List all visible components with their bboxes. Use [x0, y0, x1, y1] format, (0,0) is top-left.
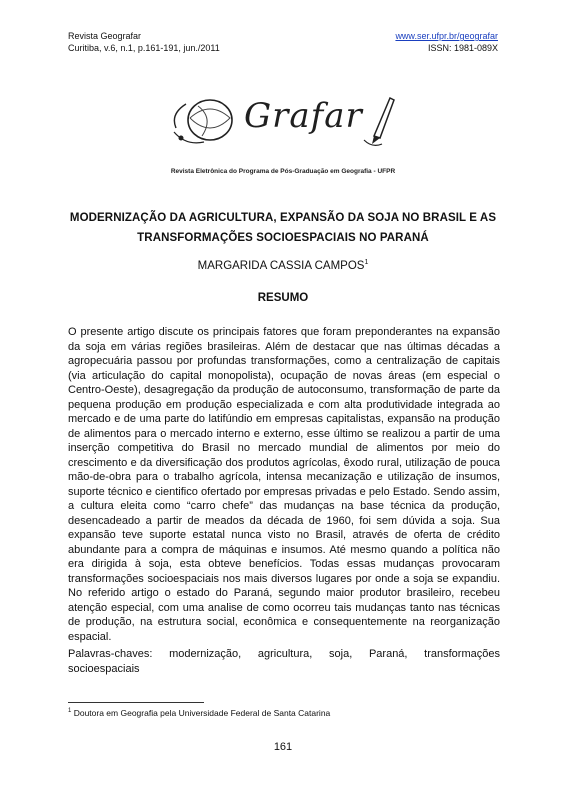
author-footnote-mark: 1 [364, 259, 369, 266]
logo-wordmark: Grafar [244, 96, 363, 136]
keyword: soja, [329, 648, 353, 660]
keywords-block [68, 647, 500, 676]
journal-citation: Curitiba, v.6, n.1, p.161-191, jun./2011 [68, 43, 220, 53]
keyword: modernização, [169, 648, 242, 660]
footnote [68, 708, 330, 718]
journal-header-left [68, 30, 220, 54]
abstract-heading: RESUMO [257, 292, 309, 304]
footnote-divider [68, 702, 204, 703]
keyword: agricultura, [257, 648, 313, 660]
journal-header-right [395, 30, 498, 54]
journal-issn: ISSN: 1981-089X [427, 43, 498, 53]
footnote-mark: 1 [68, 708, 72, 715]
journal-url-link[interactable]: www.ser.ufpr.br/geografar [395, 31, 498, 41]
article-title-line-2: TRANSFORMAÇÕES SOCIOESPACIAIS NO PARANÁ [137, 232, 429, 244]
keywords-label: Palavras-chaves: [68, 648, 153, 660]
keyword: transformações [424, 648, 500, 660]
geografar-logo [168, 88, 398, 158]
keyword: Paraná, [368, 648, 408, 660]
article-title [60, 208, 506, 248]
author-name: MARGARIDA CASSIA CAMPOS [197, 259, 365, 272]
article-title-line-1: MODERNIZAÇÃO DA AGRICULTURA, EXPANSÃO DA SOJA NO BRASIL E AS [69, 212, 497, 224]
keywords-continuation: socioespaciais [68, 662, 140, 675]
article-author [0, 259, 566, 272]
journal-name: Revista Geografar [68, 31, 142, 41]
page-number: 161 [273, 741, 293, 753]
journal-subtitle: Revista Eletrônica do Programa de Pós-Graduação em Geografia - UFPR [170, 168, 396, 175]
abstract-text: O presente artigo discute os principais fatores que foram preponderantes na expansão da soja em várias regiões brasileiras. Além de destacar que nas últimas décadas a agropecuária passou por profundas transformações, como a centralização de capitais (via articulação do capital monopolista), ocupação de novas áreas (em especial o Centro-Oeste), desagregação da produção de autoconsumo, transformação de parte da pequena produção em produção especializada e com alta produtividade integrada ao mercado e de uma parte do latifúndio em empresas capitalistas, expansão na produção de alimentos para o mercado interno e externo, esse último se realizou a partir de uma inserção competitiva do Brasil no mercado mundial de alimentos por meio do crescimento e da diversificação dos produtos agrícolas, êxodo rural, utilização de pouca mão-de-obra para o trabalho agrícola, intensa mecanização e utilização de insumos, suporte técnico e cientifico ofertado por empresas privadas e pelo Estado. Sendo assim, a cultura eleita como “carro chefe” das mudanças na base técnica da produção, desencadeado a partir de meados da década de 1960, foi sem dúvida a soja. Sua expansão teve suporte estatal nunca visto no Brasil, através de oferta de crédito abundante para a compra de máquinas e insumos. Até mesmo quando a política não era dirigida à soja, esta obteve benefícios. Todas essas mudanças provocaram transformações socioespaciais nos mais diversos lugares por onde a soja se expandiu. No referido artigo o estado do Paraná, segundo maior produtor brasileiro, recebeu atenção especial, com uma analise de como ocorreu tais mudanças tanto nas técnicas de produção, na estrutura social, econômica e consequentemente na reorganização espacial. [68, 326, 500, 643]
footnote-text: Doutora em Geografia pela Universidade Federal de Santa Catarina [71, 708, 331, 718]
